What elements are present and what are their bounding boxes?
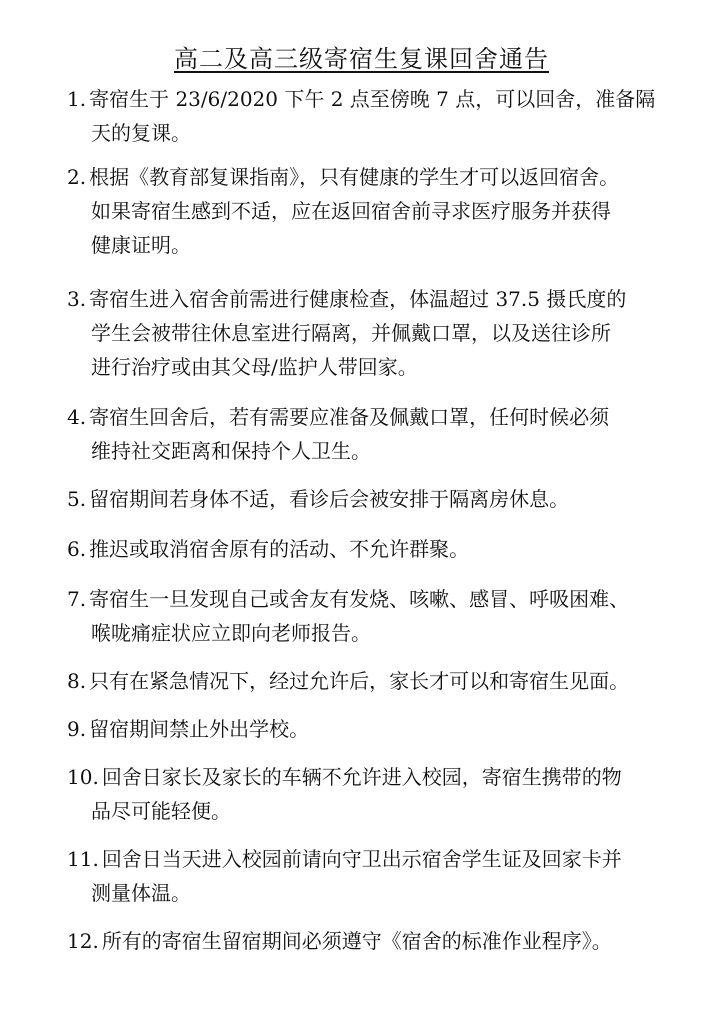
item-number: 9. — [67, 717, 87, 741]
item-text-line: 留宿期间若身体不适，看诊后会被安排于隔离房休息。 — [89, 487, 570, 511]
list-item — [67, 482, 707, 516]
list-item — [67, 664, 707, 698]
list-item — [67, 842, 707, 910]
item-number: 8. — [67, 669, 87, 693]
item-text-line: 如果寄宿生感到不适，应在返回宿舍前寻求医疗服务并获得 — [91, 199, 611, 223]
item-number: 12. — [67, 929, 99, 953]
item-text-line: 回舍日家长及家长的车辆不允许进入校园，寄宿生携带的物 — [101, 765, 622, 789]
item-text-line: 根据《教育部复课指南》，只有健康的学生才可以返回宿舍。 — [89, 165, 620, 189]
item-text-line: 天的复课。 — [91, 121, 191, 145]
item-text-line: 进行治疗或由其父母/监护人带回家。 — [91, 355, 418, 379]
item-text-line: 寄宿生于 23/6/2020 下午 2 点至傍晚 7 点，可以回舍，准备隔 — [89, 87, 656, 111]
item-text-line: 推迟或取消宿舍原有的活动、不允许群聚。 — [89, 537, 470, 561]
list-item — [67, 582, 707, 650]
list-item — [67, 82, 707, 150]
item-text-line: 回舍日当天进入校园前请向守卫出示宿舍学生证及回家卡并 — [101, 847, 622, 871]
item-number: 10. — [67, 765, 99, 789]
item-text-line: 寄宿生进入宿舍前需进行健康检查，体温超过 37.5 摄氏度的 — [89, 287, 627, 311]
item-text-line: 留宿期间禁止外出学校。 — [89, 717, 310, 741]
item-text-line: 测量体温。 — [91, 881, 191, 905]
item-number: 1. — [67, 87, 87, 111]
list-item — [67, 532, 707, 566]
list-item — [67, 712, 707, 746]
item-number: 11. — [67, 847, 99, 871]
item-text-line: 品尽可能轻便。 — [91, 799, 231, 823]
item-text-line: 维持社交距离和保持个人卫生。 — [91, 439, 371, 463]
list-item — [67, 400, 707, 468]
list-item — [67, 760, 707, 828]
item-number: 4. — [67, 405, 87, 429]
page-title: 高二及高三级寄宿生复课回舍通告 — [174, 45, 549, 73]
item-text-line: 所有的寄宿生留宿期间必须遵守《宿舍的标准作业程序》。 — [101, 929, 612, 953]
item-text-line: 健康证明。 — [91, 233, 191, 257]
list-item — [67, 924, 707, 958]
item-number: 5. — [67, 487, 87, 511]
item-text-line: 喉咙痛症状应立即向老师报告。 — [91, 621, 371, 645]
item-text-line: 寄宿生回舍后，若有需要应准备及佩戴口罩，任何时候必须 — [89, 405, 610, 429]
item-text-line: 只有在紧急情况下，经过允许后，家长才可以和寄宿生见面。 — [89, 669, 630, 693]
item-number: 6. — [67, 537, 87, 561]
item-number: 2. — [67, 165, 87, 189]
item-number: 7. — [67, 587, 87, 611]
list-item — [67, 282, 707, 384]
item-text-line: 学生会被带往休息室进行隔离，并佩戴口罩，以及送往诊所 — [91, 321, 611, 345]
item-number: 3. — [67, 287, 87, 311]
list-item — [67, 160, 707, 262]
item-text-line: 寄宿生一旦发现自己或舍友有发烧、咳嗽、感冒、呼吸困难、 — [89, 587, 630, 611]
